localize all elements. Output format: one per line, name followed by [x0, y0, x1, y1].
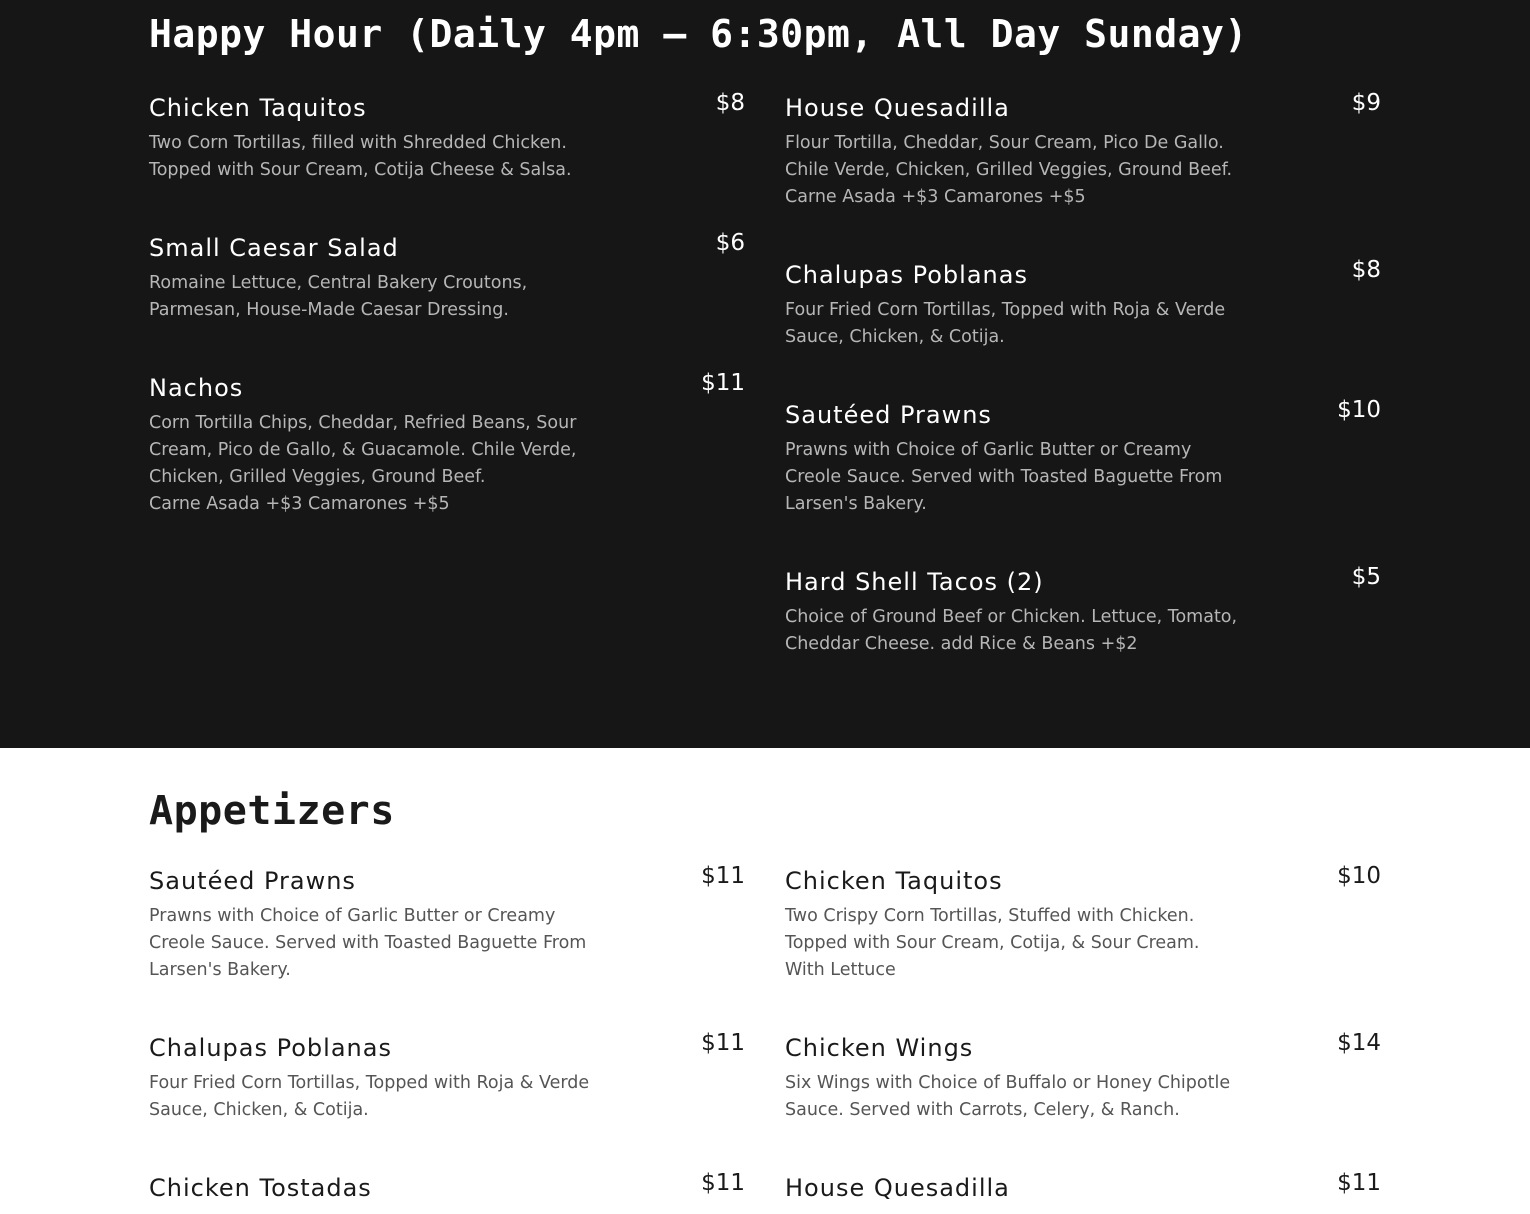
description-line: With Lettuce: [785, 960, 896, 980]
description-line: Six Wings with Choice of Buffalo or Honey Chipotle: [785, 1073, 1231, 1093]
description-line: Carne Asada +$3 Camarones +$5: [149, 494, 450, 514]
description-line: Choice of Ground Beef or Chicken. Lettuce, Tomato,: [785, 607, 1238, 627]
item-name: House Quesadilla: [785, 1174, 1010, 1202]
description-line: Sauce. Served with Carrots, Celery, & Ranch.: [785, 1100, 1180, 1120]
item-name: Chicken Wings: [785, 1034, 974, 1062]
item-description: [149, 1070, 589, 1124]
menu-item: [785, 863, 1381, 1034]
item-name: Chalupas Poblanas: [785, 261, 1028, 289]
appetizers-left-column: [149, 863, 745, 1214]
appetizers-right-column: [785, 863, 1381, 1214]
menu-item: [149, 1030, 745, 1174]
item-name: Sautéed Prawns: [149, 867, 356, 895]
item-description: [785, 297, 1225, 351]
item-name: Chalupas Poblanas: [149, 1034, 392, 1062]
description-line: Prawns with Choice of Garlic Butter or Creamy: [149, 906, 556, 926]
item-price: $11: [1337, 1170, 1381, 1196]
item-price: $10: [1337, 397, 1381, 423]
item-name: Small Caesar Salad: [149, 234, 399, 262]
appetizers-section: [0, 748, 1530, 1208]
description-line: Four Fried Corn Tortillas, Topped with Roja & Verde: [785, 300, 1226, 320]
menu-item: [785, 1030, 1381, 1174]
description-line: Romaine Lettuce, Central Bakery Croutons,: [149, 273, 528, 293]
happy-hour-right-column: [785, 90, 1381, 668]
item-name: Chicken Tostadas: [149, 1174, 372, 1202]
happy-hour-left-column: [149, 90, 745, 534]
item-name: Sautéed Prawns: [785, 401, 992, 429]
menu-item: [149, 863, 745, 1034]
menu-item: [785, 1170, 1381, 1214]
menu-item: [149, 90, 745, 234]
description-line: Prawns with Choice of Garlic Butter or Creamy: [785, 440, 1192, 460]
description-line: Cream, Pico de Gallo, & Guacamole. Chile Verde,: [149, 440, 577, 460]
menu-item: [149, 370, 745, 534]
happy-hour-title: Happy Hour (Daily 4pm – 6:30pm, All Day Sunday): [149, 12, 1248, 56]
appetizers-title: Appetizers: [149, 788, 395, 834]
description-line: Flour Tortilla, Cheddar, Sour Cream, Pico De Gallo.: [785, 133, 1224, 153]
menu-item: [785, 397, 1381, 568]
item-price: $9: [1351, 90, 1381, 116]
item-description: [149, 270, 589, 324]
item-price: $11: [701, 1170, 745, 1196]
item-price: $8: [1351, 257, 1381, 283]
description-line: Sauce, Chicken, & Cotija.: [785, 327, 1005, 347]
item-description: [785, 903, 1225, 984]
item-name: Chicken Taquitos: [785, 867, 1003, 895]
item-name: Hard Shell Tacos (2): [785, 568, 1044, 596]
description-line: Larsen's Bakery.: [785, 494, 927, 514]
item-description: [785, 130, 1233, 211]
item-description: [785, 1070, 1231, 1124]
menu-item: [785, 257, 1381, 401]
item-price: $8: [715, 90, 745, 116]
description-line: Sauce, Chicken, & Cotija.: [149, 1100, 369, 1120]
item-description: [785, 437, 1225, 518]
description-line: Parmesan, House-Made Caesar Dressing.: [149, 300, 509, 320]
description-line: Two Corn Tortillas, filled with Shredded Chicken.: [149, 133, 567, 153]
item-price: $14: [1337, 1030, 1381, 1056]
item-price: $6: [715, 230, 745, 256]
description-line: Chicken, Grilled Veggies, Ground Beef.: [149, 467, 486, 487]
item-description: [785, 604, 1238, 658]
item-price: $11: [701, 1030, 745, 1056]
item-name: Chicken Taquitos: [149, 94, 367, 122]
item-description: [149, 410, 589, 518]
menu-item: [149, 230, 745, 374]
item-name: House Quesadilla: [785, 94, 1010, 122]
item-description: [149, 130, 589, 184]
description-line: Creole Sauce. Served with Toasted Baguette From: [785, 467, 1223, 487]
item-price: $11: [701, 370, 745, 396]
item-description: [149, 903, 589, 984]
menu-item: [785, 90, 1381, 261]
description-line: Topped with Sour Cream, Cotija Cheese & Salsa.: [149, 160, 572, 180]
description-line: Cheddar Cheese. add Rice & Beans +$2: [785, 634, 1138, 654]
menu-item: [149, 1170, 745, 1214]
description-line: Four Fried Corn Tortillas, Topped with Roja & Verde: [149, 1073, 590, 1093]
item-price: $10: [1337, 863, 1381, 889]
description-line: Creole Sauce. Served with Toasted Baguette From: [149, 933, 587, 953]
description-line: Two Crispy Corn Tortillas, Stuffed with Chicken.: [785, 906, 1195, 926]
menu-item: [785, 564, 1381, 668]
description-line: Chile Verde, Chicken, Grilled Veggies, Ground Beef.: [785, 160, 1233, 180]
description-line: Topped with Sour Cream, Cotija, & Sour Cream.: [785, 933, 1200, 953]
description-line: Larsen's Bakery.: [149, 960, 291, 980]
item-price: $11: [701, 863, 745, 889]
description-line: Carne Asada +$3 Camarones +$5: [785, 187, 1086, 207]
item-name: Nachos: [149, 374, 244, 402]
description-line: Corn Tortilla Chips, Cheddar, Refried Beans, Sour: [149, 413, 577, 433]
item-price: $5: [1351, 564, 1381, 590]
